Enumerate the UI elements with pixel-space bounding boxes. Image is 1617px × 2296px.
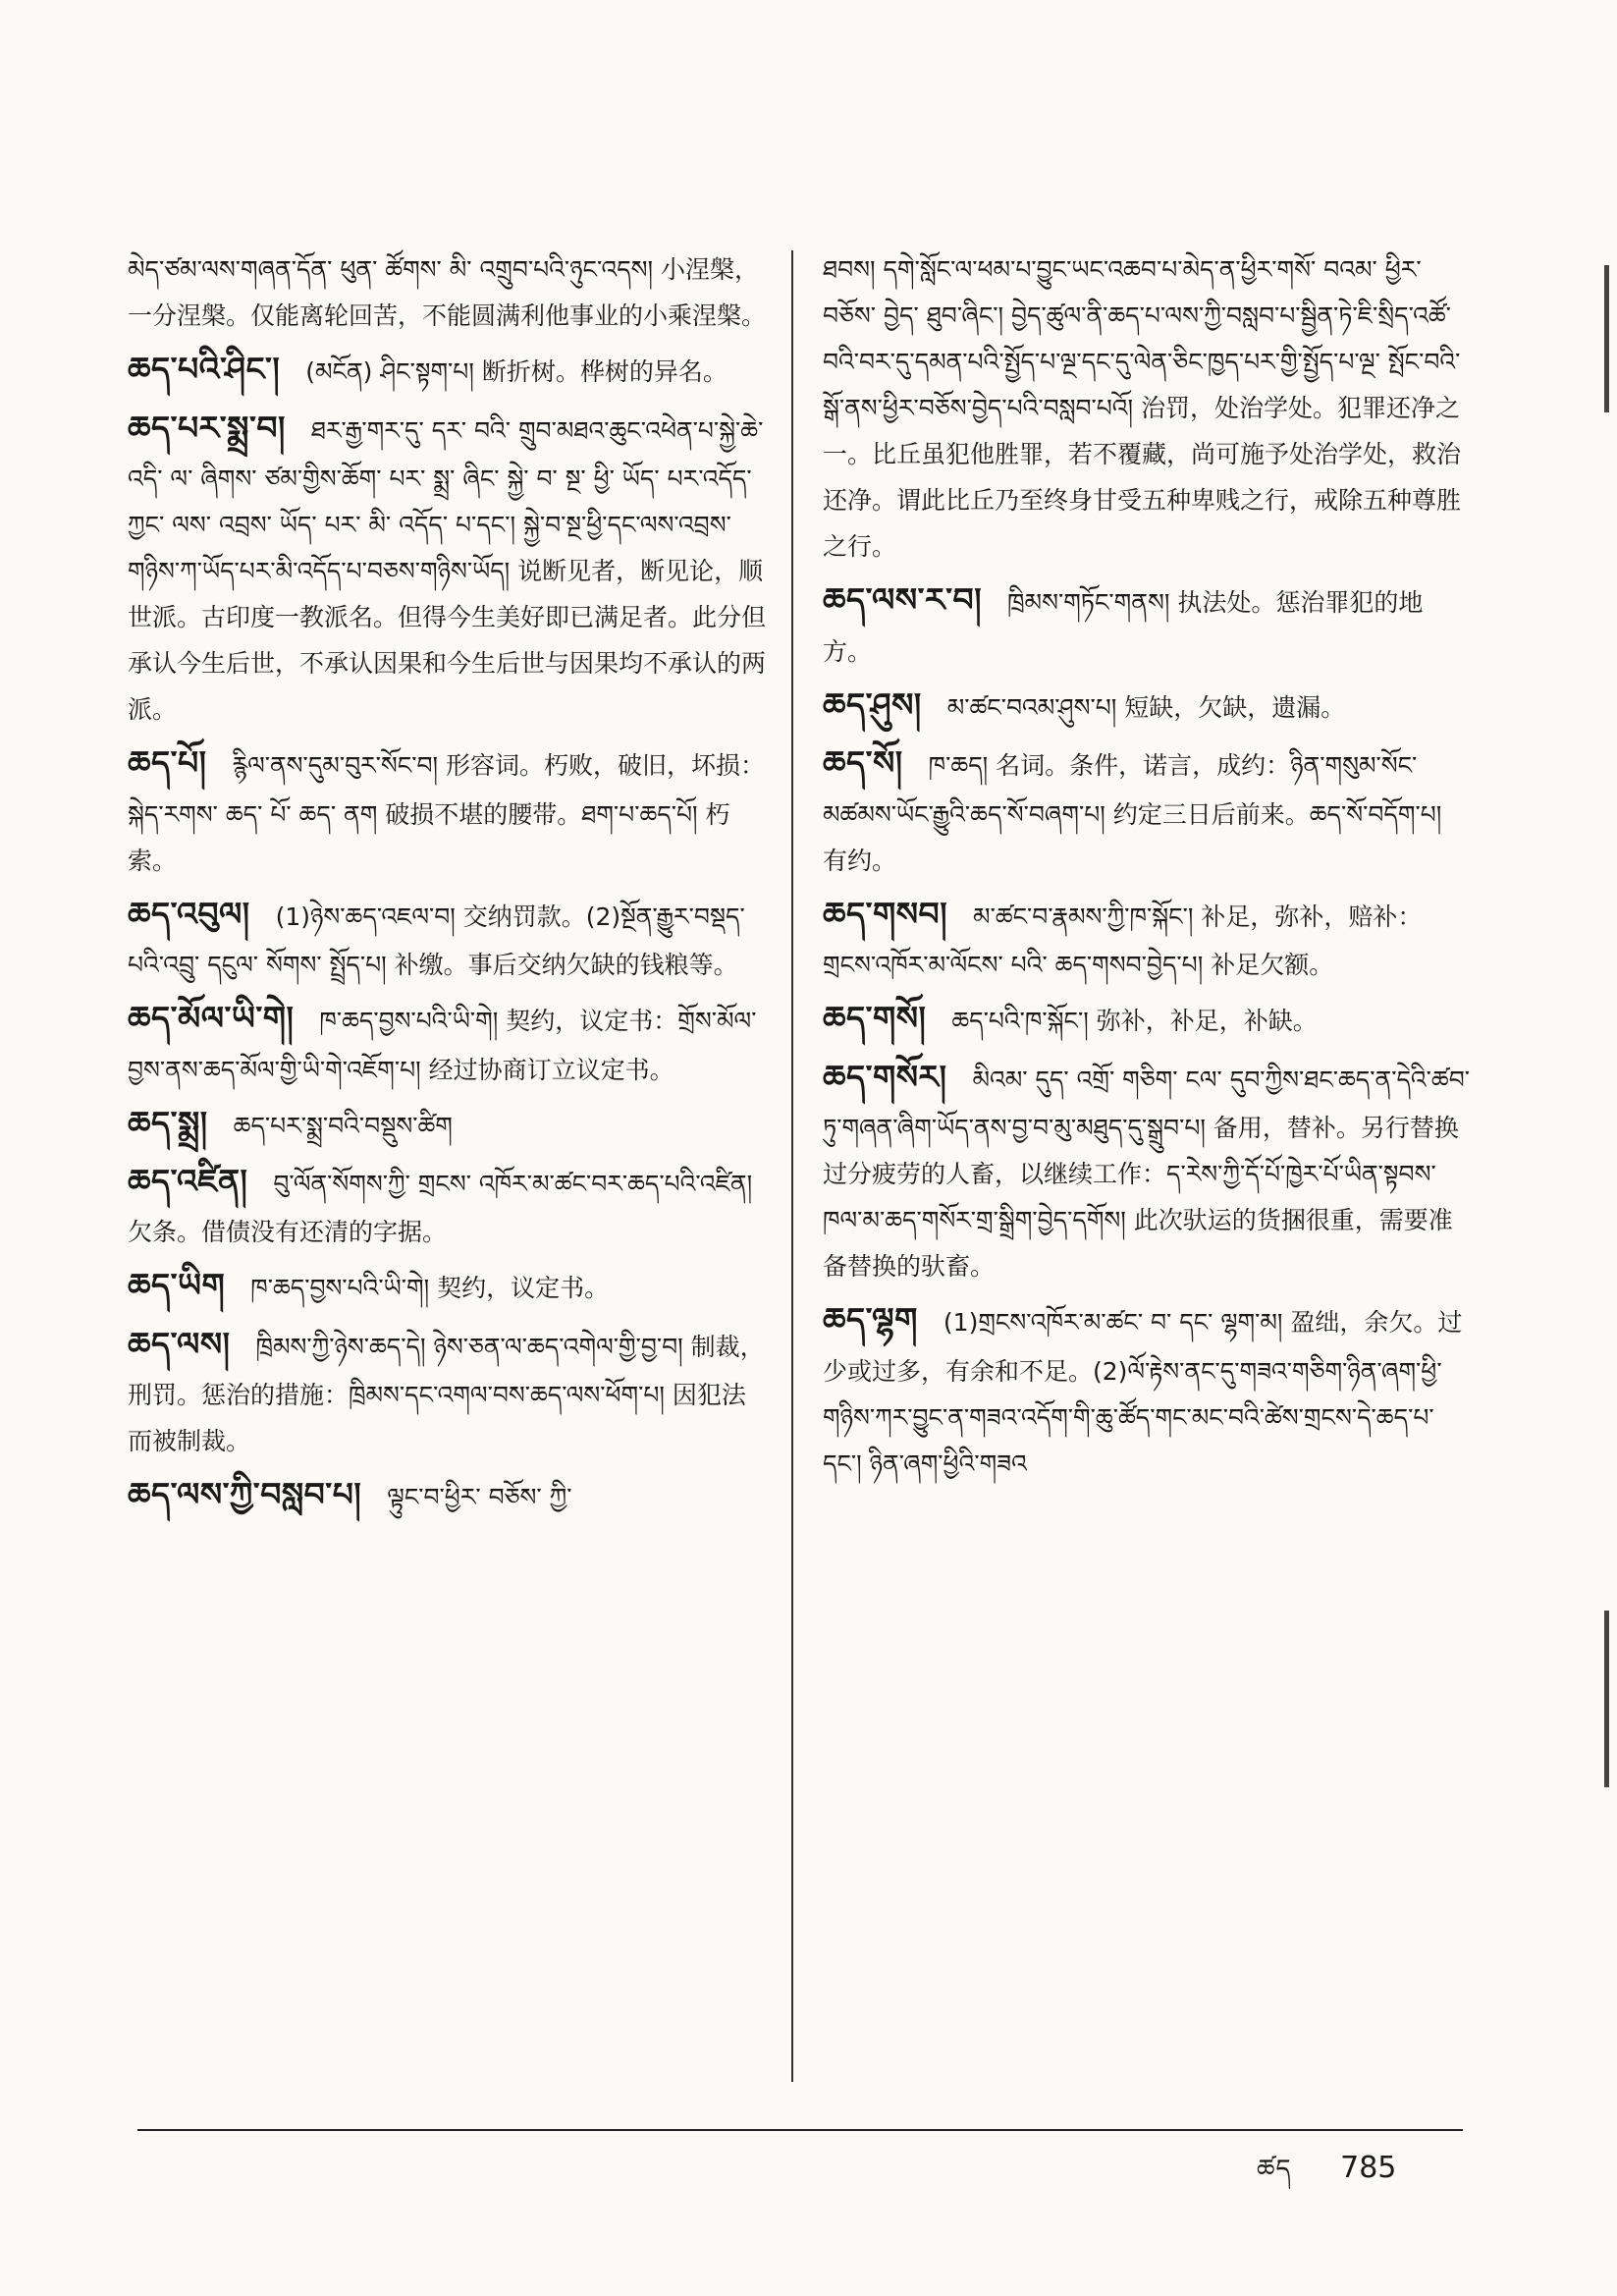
entry-headword: ཆད་སྨྲ། [128, 1103, 208, 1142]
dictionary-entry [823, 887, 1471, 987]
entry-headword: ཆད་སོ། [823, 743, 903, 783]
entry-definition: ཁྲིམས་ཀྱི་ཉེས་ཆད་དེ། ཉེས་ཅན་ལ་ཆད་འགེལ་གྱི་བྱ་བ། 制裁，刑罚。惩治的措施：ཁྲིམས་དང་འགལ་བས་ཆད་ལས་ཕོག་པ། 因犯法而被制裁。 [128, 1332, 765, 1456]
entry-headword: ཆད་ལས་ཀྱི་བསླབ་པ། [128, 1475, 362, 1514]
dictionary-entry [128, 1154, 766, 1254]
dictionary-entry [823, 736, 1471, 883]
scan-edge-mark [1604, 1611, 1609, 1787]
dictionary-entry [128, 1467, 766, 1521]
entry-headword: ཆད་གསོ། [823, 999, 927, 1038]
entry-headword: ཆད་གསབ། [823, 894, 948, 933]
dictionary-entry [128, 887, 766, 987]
entry-headword: ཆད་ཡིག [128, 1266, 226, 1305]
entry-headword: ཆད་ལས། [128, 1324, 231, 1363]
dictionary-entry [128, 991, 766, 1091]
column-divider [791, 250, 793, 2082]
entry-definition: མ་ཚང་བ་རྣམས་ཀྱི་ཁ་སྐོང་། 补足，弥补，赔补：གྲངས་འཁོར་མ་ལོངས་ པའི་ ཆད་གསབ་བྱེད་པ། 补足欠额。 [823, 902, 1423, 980]
dictionary-entry [128, 736, 766, 883]
entry-definition: མིའམ་ དུད་ འགྲོ་ གཅིག་ ངལ་ དུབ་ཀྱིས་ཐང་ཆད་ན་དེའི་ཚབ་ཏུ་གཞན་ཞིག་ཡོད་ནས་བྱ་བ་མུ་མཐུད་དུ་སྒྲུབ་པ། 备用，替补。另行替换过分疲劳的人畜，以继续工作：ད་རེས་ཀྱི་དོ་པོ་ཁྱེར་པོ་ཡིན་སྟབས་ཁལ་མ་ཆད་གསོར་གྲ་སྒྲིག་བྱེད་དགོས། 此次驮运的货捆很重，需要准备替换的驮畜。 [823, 1065, 1470, 1282]
entry-headword: ཆད་ཤུས། [823, 684, 922, 724]
entry-definition: ཁ་ཆད། 名词。条件，诺言，成约：ཉིན་གསུམ་སོང་མཚམས་ཡོང་རྒྱུའི་ཆད་སོ་བཞག་པ། 约定三日后前来。ཆད་སོ་བདོག་པ། 有约。 [823, 751, 1442, 875]
entry-headword: ཆད་འབུལ། [128, 894, 250, 933]
dictionary-entry [128, 1258, 766, 1312]
entry-definition: ཐབས། དགེ་སློང་ལ་ཕམ་པ་བྱུང་ཡང་འཆབ་པ་མེད་ན་ཕྱིར་གསོ་ བའམ་ ཕྱིར་ བཅོས་ བྱེད་ ཐུབ་ཞིང་། བྱེད་ཚུལ་ནི་ཆད་པ་ལས་ཀྱི་བསླབ་པ་སྦྱིན་ཏེ་ཇི་སྲིད་འཚོ་བའི་བར་དུ་དམན་པའི་སྤྱོད་པ་ལྔ་དང་དུ་ལེན་ཅིང་ཁྱད་པར་གྱི་སྤྱོད་པ་ལྔ་ སྤོང་བའི་སྒོ་ནས་ཕྱིར་བཅོས་བྱེད་པའི་བསླབ་པའོ། 治罚，处治学处。犯罪还净之一。比丘虽犯他胜罪，若不覆藏，尚可施予处治学处，救治还净。谓此比丘乃至终身甘受五种卑贱之行，戒除五种尊胜之行。 [823, 255, 1462, 562]
entry-definition: ཁ་ཆད་བྱས་པའི་ཡི་གེ། 契约，议定书：གྲོས་མོལ་བྱས་ནས་ཆད་མོལ་གྱི་ཡི་གེ་འཇོག་པ། 经过协商订立议定书。 [128, 1007, 757, 1084]
dictionary-entry [823, 573, 1471, 673]
entry-headword: ཆད་མོལ་ཡི་གེ། [128, 999, 295, 1038]
scan-edge-mark [1604, 265, 1609, 412]
entry-definition: ཆད་པར་སྨྲ་བའི་བསྡུས་ཚིག [233, 1111, 453, 1140]
right-column [823, 246, 1471, 1490]
dictionary-entry [823, 678, 1471, 732]
dictionary-entry [128, 342, 766, 396]
entry-headword: ཆད་པའི་ཤིང་། [128, 350, 281, 389]
entry-definition: ཁྲིམས་གཏོང་གནས། 执法处。惩治罪犯的地方。 [823, 588, 1424, 666]
footer-rule [137, 2129, 1463, 2131]
entry-definition: (མངོན) ཤིང་སྟག་པ། 断折树。桦树的异名。 [305, 357, 728, 387]
entry-definition: ཐར་རྒྱ་གར་དུ་ དར་ བའི་ གྲུབ་མཐའ་ཆུང་འཕེན་པ་སྐྱེ་ཆེ་ འདི་ ལ་ ཞིགས་ ཙམ་གྱིས་ཆོག་ པར་ སྨྲ་ ཞིང་ སྐྱེ་ བ་ སྔ་ ཕྱི་ ཡོད་ པར་འདོད་ཀྱང་ ལས་ འབྲས་ ཡོད་ པར་ མི་ འདོད་ པ་དང་། སྐྱེ་བ་སྔ་ཕྱི་དང་ལས་འབྲས་གཉིས་ཀ་ཡོད་པར་མི་འདོད་པ་བཅས་གཉིས་ཡོད། 说断见者，断见论，顺世派。古印度一教派名。但得今生美好即已满足者。此分但承认今生后世，不承认因果和今生后世与因果均不承认的两派。 [128, 415, 767, 725]
entry-headword: ཆད་གསོར། [823, 1057, 947, 1096]
left-column [128, 246, 766, 1526]
dictionary-entry [823, 1292, 1471, 1486]
entry-headword: ཆད་ལས་ར་བ། [823, 580, 983, 620]
entry-definition: མ་ཚང་བའམ་ཤུས་པ། 短缺，欠缺，遗漏。 [946, 692, 1346, 722]
entry-headword: ཆད་པར་སྨྲ་བ། [128, 408, 286, 447]
entry-headword: ཆད་ལྷག [823, 1300, 918, 1339]
dictionary-entry [128, 401, 766, 733]
running-header-word: ཚད [1257, 2155, 1292, 2184]
dictionary-entry [823, 246, 1471, 569]
entry-definition: མེད་ཙམ་ལས་གཞན་དོན་ ཕུན་ ཚོགས་ མི་ འགྲུབ་པའི་ཉུང་འདས། 小涅槃，一分涅槃。仅能离轮回苦，不能圆满利他事业的小乘涅槃。 [128, 255, 767, 331]
entry-definition: རྙིལ་ནས་དུམ་བུར་སོང་བ། 形容词。朽败，破旧，坏损：སྐེད་རགས་ ཆད་ པོ་ ཆད་ ནག 破损不堪的腰带。ཐག་པ་ཆད་པོ། 朽索。 [128, 751, 765, 875]
dictionary-entry [128, 1317, 766, 1464]
dictionary-entry [823, 1050, 1471, 1289]
dictionary-entry [128, 1096, 766, 1150]
entry-definition: བུ་ལོན་སོགས་ཀྱི་ གྲངས་ འཁོར་མ་ཚང་བར་ཆད་པའི་འཛིན། 欠条。借债没有还清的字据。 [128, 1170, 753, 1247]
page-footer [1257, 2141, 1435, 2213]
entry-definition: (1)ཉེས་ཆད་འཇལ་བ། 交纳罚款。(2)སྔོན་རྒྱུར་བསྡད་པའི་འབྲུ་ དངུལ་ སོགས་ སྤྲོད་པ། 补缴。事后交纳欠缺的钱粮等。 [128, 902, 745, 980]
entry-definition: ཆད་པའི་ཁ་སྐོང་། 弥补，补足，补缺。 [951, 1007, 1318, 1036]
dictionary-entry [128, 246, 766, 338]
entry-definition: ཁ་ཆད་བྱས་པའི་ཡི་གེ། 契约，议定书。 [250, 1274, 610, 1303]
entry-headword: ཆད་འཛིན། [128, 1162, 248, 1200]
entry-headword: ཆད་པོ། [128, 743, 207, 783]
dictionary-entry [823, 991, 1471, 1045]
entry-definition: ལྟུང་བ་ཕྱིར་ བཅོས་ ཀྱི་ [387, 1483, 572, 1512]
entry-definition: (1)གྲངས་འཁོར་མ་ཚང་ བ་ དང་ ལྷག་མ། 盈绌，余欠。过少或过多，有余和不足。(2)ལོ་རྟེས་ནང་དུ་གཟའ་གཅིག་ཉིན་ཞག་ཕྱི་གཉིས་ཀར་བྱུང་ན་གཟའ་འདོག་གི་ཆུ་ཚོད་གང་མང་བའི་ཚེས་གྲངས་དེ་ཆད་པ་དང་། ཉིན་ཞག་ཕྱིའི་གཟའ [823, 1308, 1463, 1478]
page-number: 785 [1340, 2151, 1397, 2185]
